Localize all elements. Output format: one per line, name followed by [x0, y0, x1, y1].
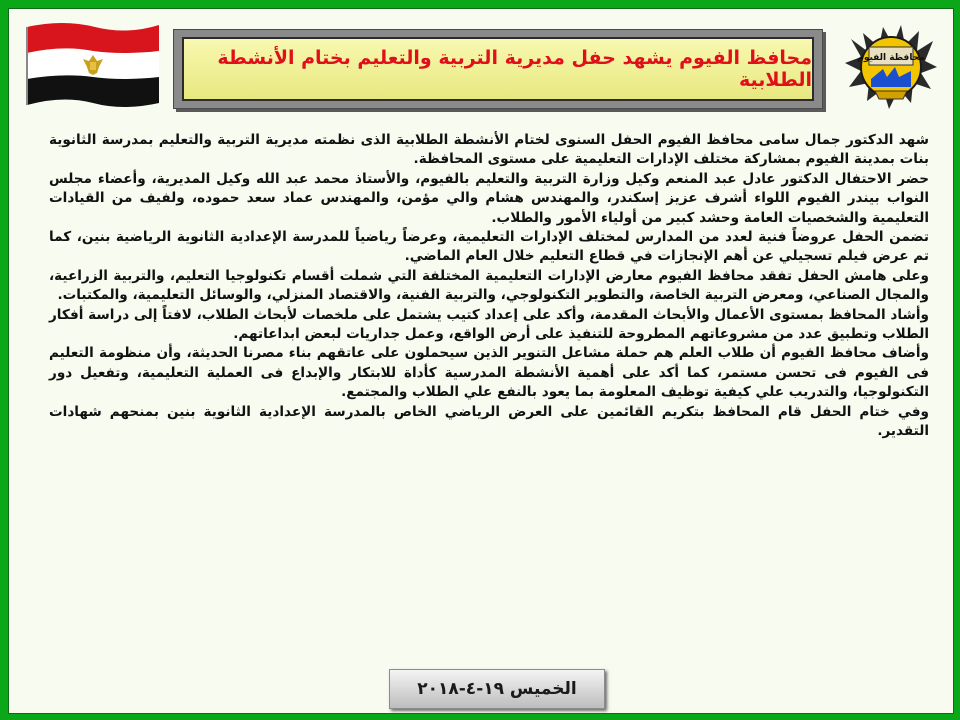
page-frame [8, 8, 954, 714]
article-paragraph: شهد الدكتور جمال سامى محافظ الفيوم الحفل السنوى لختام الأنشطة الطلابية الذى نظمته مديرية التربية والتعليم بمدرسة الثانوية بنات بمدينة الفيوم بمشاركة مختلف الإدارات التعليمية على مستوى المحافظة. [49, 132, 929, 168]
article-paragraph: وأشاد المحافظ بمستوى الأعمال والأبحاث المقدمة، وأكد على إعداد كتيب يشتمل على ملخصات لأبحاث الطلاب، لافتاً إلى دراسة أفكار الطلاب وتطبيق عدد من مشروعاتهم المطروحة للتنفيذ على أرض الواقع، وعمل جداريات لبعض ابداعاتهم. [48, 306, 929, 343]
article-paragraph: وأضاف محافظ الفيوم أن طلاب العلم هم حملة مشاعل التنوير الذين سيحملون على عاتقهم بناء مصرنا الحديثة، وأن منظومة التعليم فى الفيوم فى تحسن مستمر، كما أكد على أهمية الأنشطة المدرسية كأداة للابتكار والإبداع فى العملية التعليمية، وتفعيل دور التكنولوجيا، والتدريب علي كيفية توظيف المعلومة بما يعود بالنفع علي الطلاب والمجتمع. [49, 345, 929, 401]
egypt-flag-icon [23, 19, 163, 111]
logo-text: محافظة الفيوم [857, 53, 925, 63]
page-title: محافظ الفيوم يشهد حفل مديرية التربية والتعليم بختام الأنشطة الطلابية [217, 47, 812, 91]
fayoum-governorate-logo [841, 21, 941, 117]
article-date: الخميس ١٩-٤-٢٠١٨ [417, 679, 577, 699]
article-body [49, 131, 929, 442]
article-paragraph: وفي ختام الحفل قام المحافظ بتكريم القائمين على العرض الرياضي الخاص بالمدرسة الإعدادية الثانوية بنين بمنحهم شهادات التقدير. [49, 403, 929, 440]
article-paragraph: تضمن الحفل عروضاً فنية لعدد من المدارس لمختلف الإدارات التعليمية، وعرضاً رياضياً للمدرسة الإعدادية الثانوية الرياضية بنين، كما تم عرض فيلم تسجيلي عن أهم الإنجازات في قطاع التعليم خلال العام الماضي. [49, 229, 929, 265]
article-paragraph: وعلى هامش الحفل تفقد محافظ الفيوم معارض الإدارات التعليمية المختلفة التي شملت أقسام تكنولوجيا التعليم، والتربية الزراعية، والمجال الصناعي، ومعرض التربية الخاصة، والتطوير التكنولوجي، والتربية الفنية، والاقتصاد المنزلي، والوسائل التعليمية، والمكتبات. [49, 267, 929, 304]
title-banner [173, 29, 823, 109]
article-paragraph: حضر الاحتفال الدكتور عادل عبد المنعم وكيل وزارة التربية والتعليم بالفيوم، والأستاذ محمد عبد الله وكيل المديرية، وأعضاء مجلس النواب بيندر الفيوم اللواء أشرف عزيز إسكندر، والمهندس هشام والي مؤمن، والمهندس عماد سعد حموده، ولفيف من القيادات التعليمية والشخصيات العامة وحشد كبير من أولياء الأمور والطلاب. [49, 170, 929, 226]
date-badge [389, 669, 605, 709]
